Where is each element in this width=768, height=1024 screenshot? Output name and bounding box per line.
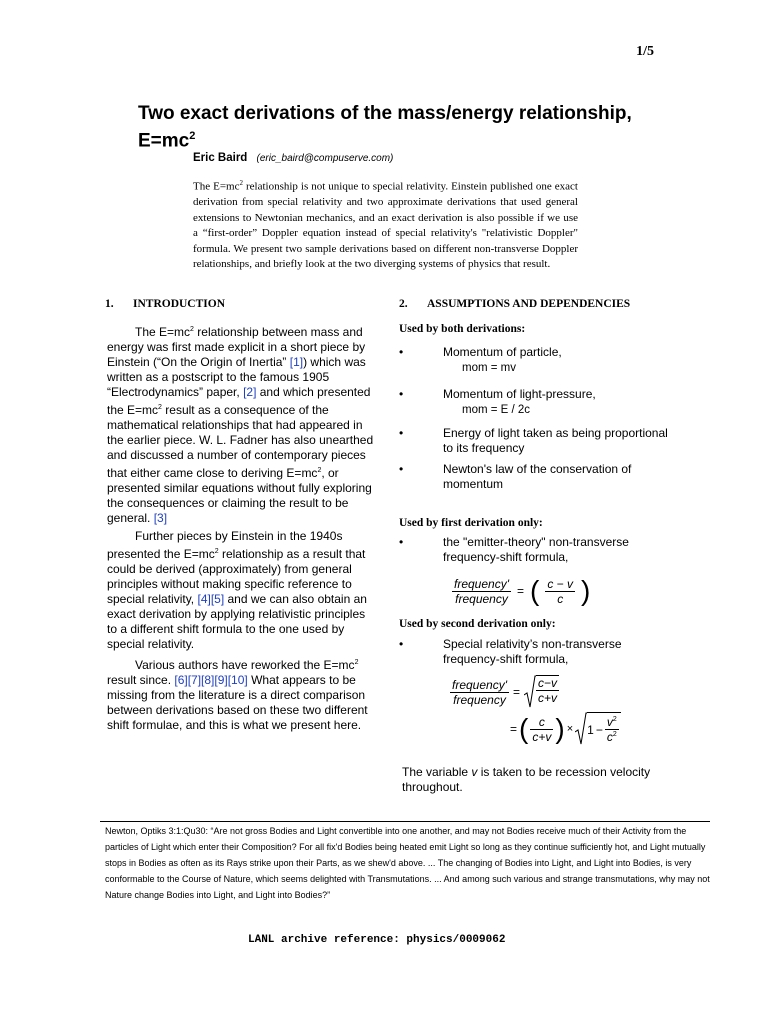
- frequency-ratio: [452, 577, 511, 606]
- section2-heading: [399, 298, 630, 310]
- square-root: [524, 675, 559, 709]
- left-paren: (: [519, 713, 529, 744]
- numerator: frequency': [452, 677, 507, 692]
- intro-paragraph-3: [107, 655, 375, 733]
- bullet-text: Newton's law of the conservation of momentum: [443, 462, 632, 491]
- sqrt-fraction: [536, 675, 559, 709]
- numerator: c − v: [547, 576, 574, 591]
- relativistic-doppler-expansion: [510, 711, 621, 747]
- section2-title: ASSUMPTIONS AND DEPENDENCIES: [427, 298, 631, 310]
- text: What appears to be missing from the literature is a direct comparison between derivations based on these two different shift formulae, and this is what we present here.: [107, 673, 368, 732]
- text: , or presented similar equations without fully exploring the consequences or claiming the result to be general.: [107, 466, 372, 525]
- bullet-icon: •: [399, 462, 404, 476]
- used-by-second-heading: Used by second derivation only:: [399, 618, 556, 630]
- bullet-icon: •: [399, 426, 404, 440]
- text: relationship as a result that could be derived (approximately) from general principles without making specific reference to special relativity,: [107, 547, 366, 606]
- emitter-theory-equation: [452, 573, 590, 609]
- text: result since.: [107, 673, 175, 687]
- bullet-icon: •: [399, 345, 404, 359]
- introduction-body: [107, 322, 375, 736]
- title-text: Two exact derivations of the mass/energy relationship, E=mc: [138, 103, 632, 152]
- ref-link-4-5[interactable]: [4][5]: [197, 592, 225, 606]
- numerator: frequency': [454, 576, 509, 591]
- minus: −: [595, 722, 603, 737]
- v: v: [606, 715, 613, 729]
- section1-heading: [105, 298, 225, 310]
- archive-reference: LANL archive reference: physics/0009062: [248, 934, 506, 946]
- bullet-text: Special relativity’s non-transverse frequency-shift formula,: [443, 637, 622, 666]
- ref-link-6-10[interactable]: [6][7][8][9][10]: [174, 673, 248, 687]
- author-name: Eric Baird: [193, 152, 248, 164]
- ref-link-2[interactable]: [2]: [243, 385, 257, 399]
- bullet-text: Momentum of light-pressure,: [443, 387, 596, 401]
- author-line: [193, 152, 393, 164]
- paper-title: [138, 103, 658, 152]
- footnote-divider: [100, 821, 710, 822]
- page-number: 1/5: [636, 44, 654, 59]
- denominator: frequency: [452, 591, 511, 606]
- denominator: frequency: [450, 692, 509, 707]
- text: result as a consequence of the mathematical relationships that had appeared in the earlier piece. W. L. Fadner has also unearthed and discussed a number of contemporary pieces that either came close to deriving E=mc: [107, 403, 374, 480]
- numerator: c−v: [538, 676, 558, 690]
- intro-paragraph-1: [107, 322, 375, 526]
- bullet-icon: •: [399, 387, 404, 401]
- used-by-both-heading: Used by both derivations:: [399, 323, 526, 335]
- text: ) which was written as a postscript to the famous 1905 “Electrodynamics” paper,: [107, 355, 366, 399]
- intro-paragraph-2: [107, 529, 375, 652]
- right-paren: ): [581, 575, 591, 606]
- relativistic-doppler-equation: [450, 674, 559, 710]
- equals-sign: =: [517, 584, 525, 598]
- momentum-particle-eq: mom = mv: [462, 362, 516, 374]
- title-superscript: 2: [189, 130, 196, 142]
- text: The variable: [402, 765, 472, 779]
- times-sign: ×: [566, 723, 574, 735]
- bullet-text: the "emitter-theory" non-transverse frequency-shift formula,: [443, 535, 629, 564]
- text: and we can also obtain an exact derivation by applying relativistic principles to a different shift formula to the one used by special relativity.: [107, 592, 367, 651]
- denominator: c+v: [538, 691, 558, 705]
- bullet-item: [399, 387, 699, 407]
- text: The E=mc: [135, 325, 191, 339]
- v-over-c-squared: [605, 715, 619, 744]
- footnote-newton-quote: Newton, Optiks 3:1:Qu30: “Are not gross Bodies and Light convertible into one another, and may not Bodies receive much of their Activity from the particles of Light which enter their Composition? For all fix'd Bodies being heated emit Light so long as they continue sufficiently hot, and Light mutually stops in Bodies as often as its Rays strike upon their Parts, as we shew'd above. ... The changing of Bodies into Light, and Light into Bodies, is very conformable to the Course of Nature, which seems delighted with Transmutations. ... And among such various and strange transmutations, why may not Nature change Bodies into Light, and Light into Bodies?”: [105, 826, 710, 900]
- numerator: c: [538, 714, 545, 729]
- equals-sign: =: [510, 722, 518, 736]
- bullet-text: Energy of light taken as being proportional to its frequency: [443, 426, 668, 455]
- bullet-icon: •: [399, 535, 404, 549]
- text: is taken to be recession velocity throughout.: [402, 765, 651, 794]
- used-by-first-heading: Used by first derivation only:: [399, 517, 543, 529]
- bullet-item: [399, 426, 699, 458]
- shift-fraction: [545, 577, 575, 606]
- square-root: [575, 712, 621, 746]
- one: 1: [587, 722, 594, 737]
- frequency-ratio: [450, 678, 509, 707]
- sup: 2: [317, 467, 322, 474]
- author-email: (eric_baird@compuserve.com): [256, 153, 394, 164]
- section1-title: INTRODUCTION: [133, 298, 226, 310]
- bullet-item: [399, 345, 699, 385]
- sup: 2: [190, 326, 194, 333]
- variable-note: [402, 765, 702, 795]
- text: Various authors have reworked the E=mc: [135, 658, 355, 672]
- radical-icon: [524, 675, 536, 709]
- sup: 2: [214, 548, 219, 555]
- bullet-item: [399, 462, 699, 494]
- text: Further pieces by Einstein in the 1940s presented the E=mc: [107, 529, 343, 561]
- bullet-icon: •: [399, 637, 404, 651]
- sq: 2: [612, 731, 617, 738]
- denominator: c+v: [532, 729, 552, 744]
- text: relationship between mass and energy was first made explicit in a short piece by Einstein (“On the Origin of Inertia”: [107, 325, 366, 369]
- variable-v: v: [471, 765, 478, 779]
- bullet-item: [399, 535, 699, 567]
- equals-sign: =: [513, 685, 521, 699]
- section2-number: 2.: [399, 298, 408, 310]
- bullet-text: Momentum of particle,: [443, 345, 562, 359]
- ref-link-1[interactable]: [1]: [289, 355, 304, 369]
- c: c: [606, 730, 613, 744]
- ref-link-3[interactable]: [3]: [153, 511, 168, 525]
- radical-icon: [575, 712, 587, 746]
- first-factor: [530, 715, 553, 744]
- bullet-item: [399, 637, 699, 669]
- section1-number: 1.: [105, 298, 114, 310]
- denominator: c: [545, 591, 575, 606]
- sq: 2: [612, 716, 617, 723]
- text: and which presented the E=mc: [107, 385, 371, 417]
- abstract-text-2: relationship is not unique to special relativity. Einstein published one exact derivation from special relativity and two approximate derivations that used general extensions to Newtonian mechanics, and an exact derivation is also possible if we use a “first-order” Doppler equation instead of special relativity's "relativistic Doppler" formula. We present two sample derivations based on different non-transverse Doppler relationships, and briefly look at the two diverging systems of physics that result.: [193, 180, 578, 271]
- momentum-light-eq: mom = E / 2c: [462, 404, 531, 416]
- right-paren: ): [555, 713, 565, 744]
- abstract: [193, 176, 578, 273]
- abstract-sup: 2: [239, 179, 243, 187]
- abstract-text-1: The E=mc: [193, 180, 240, 193]
- sup: 2: [354, 659, 359, 666]
- left-paren: (: [530, 575, 540, 606]
- sqrt-body: [587, 712, 621, 746]
- sup: 2: [158, 404, 162, 411]
